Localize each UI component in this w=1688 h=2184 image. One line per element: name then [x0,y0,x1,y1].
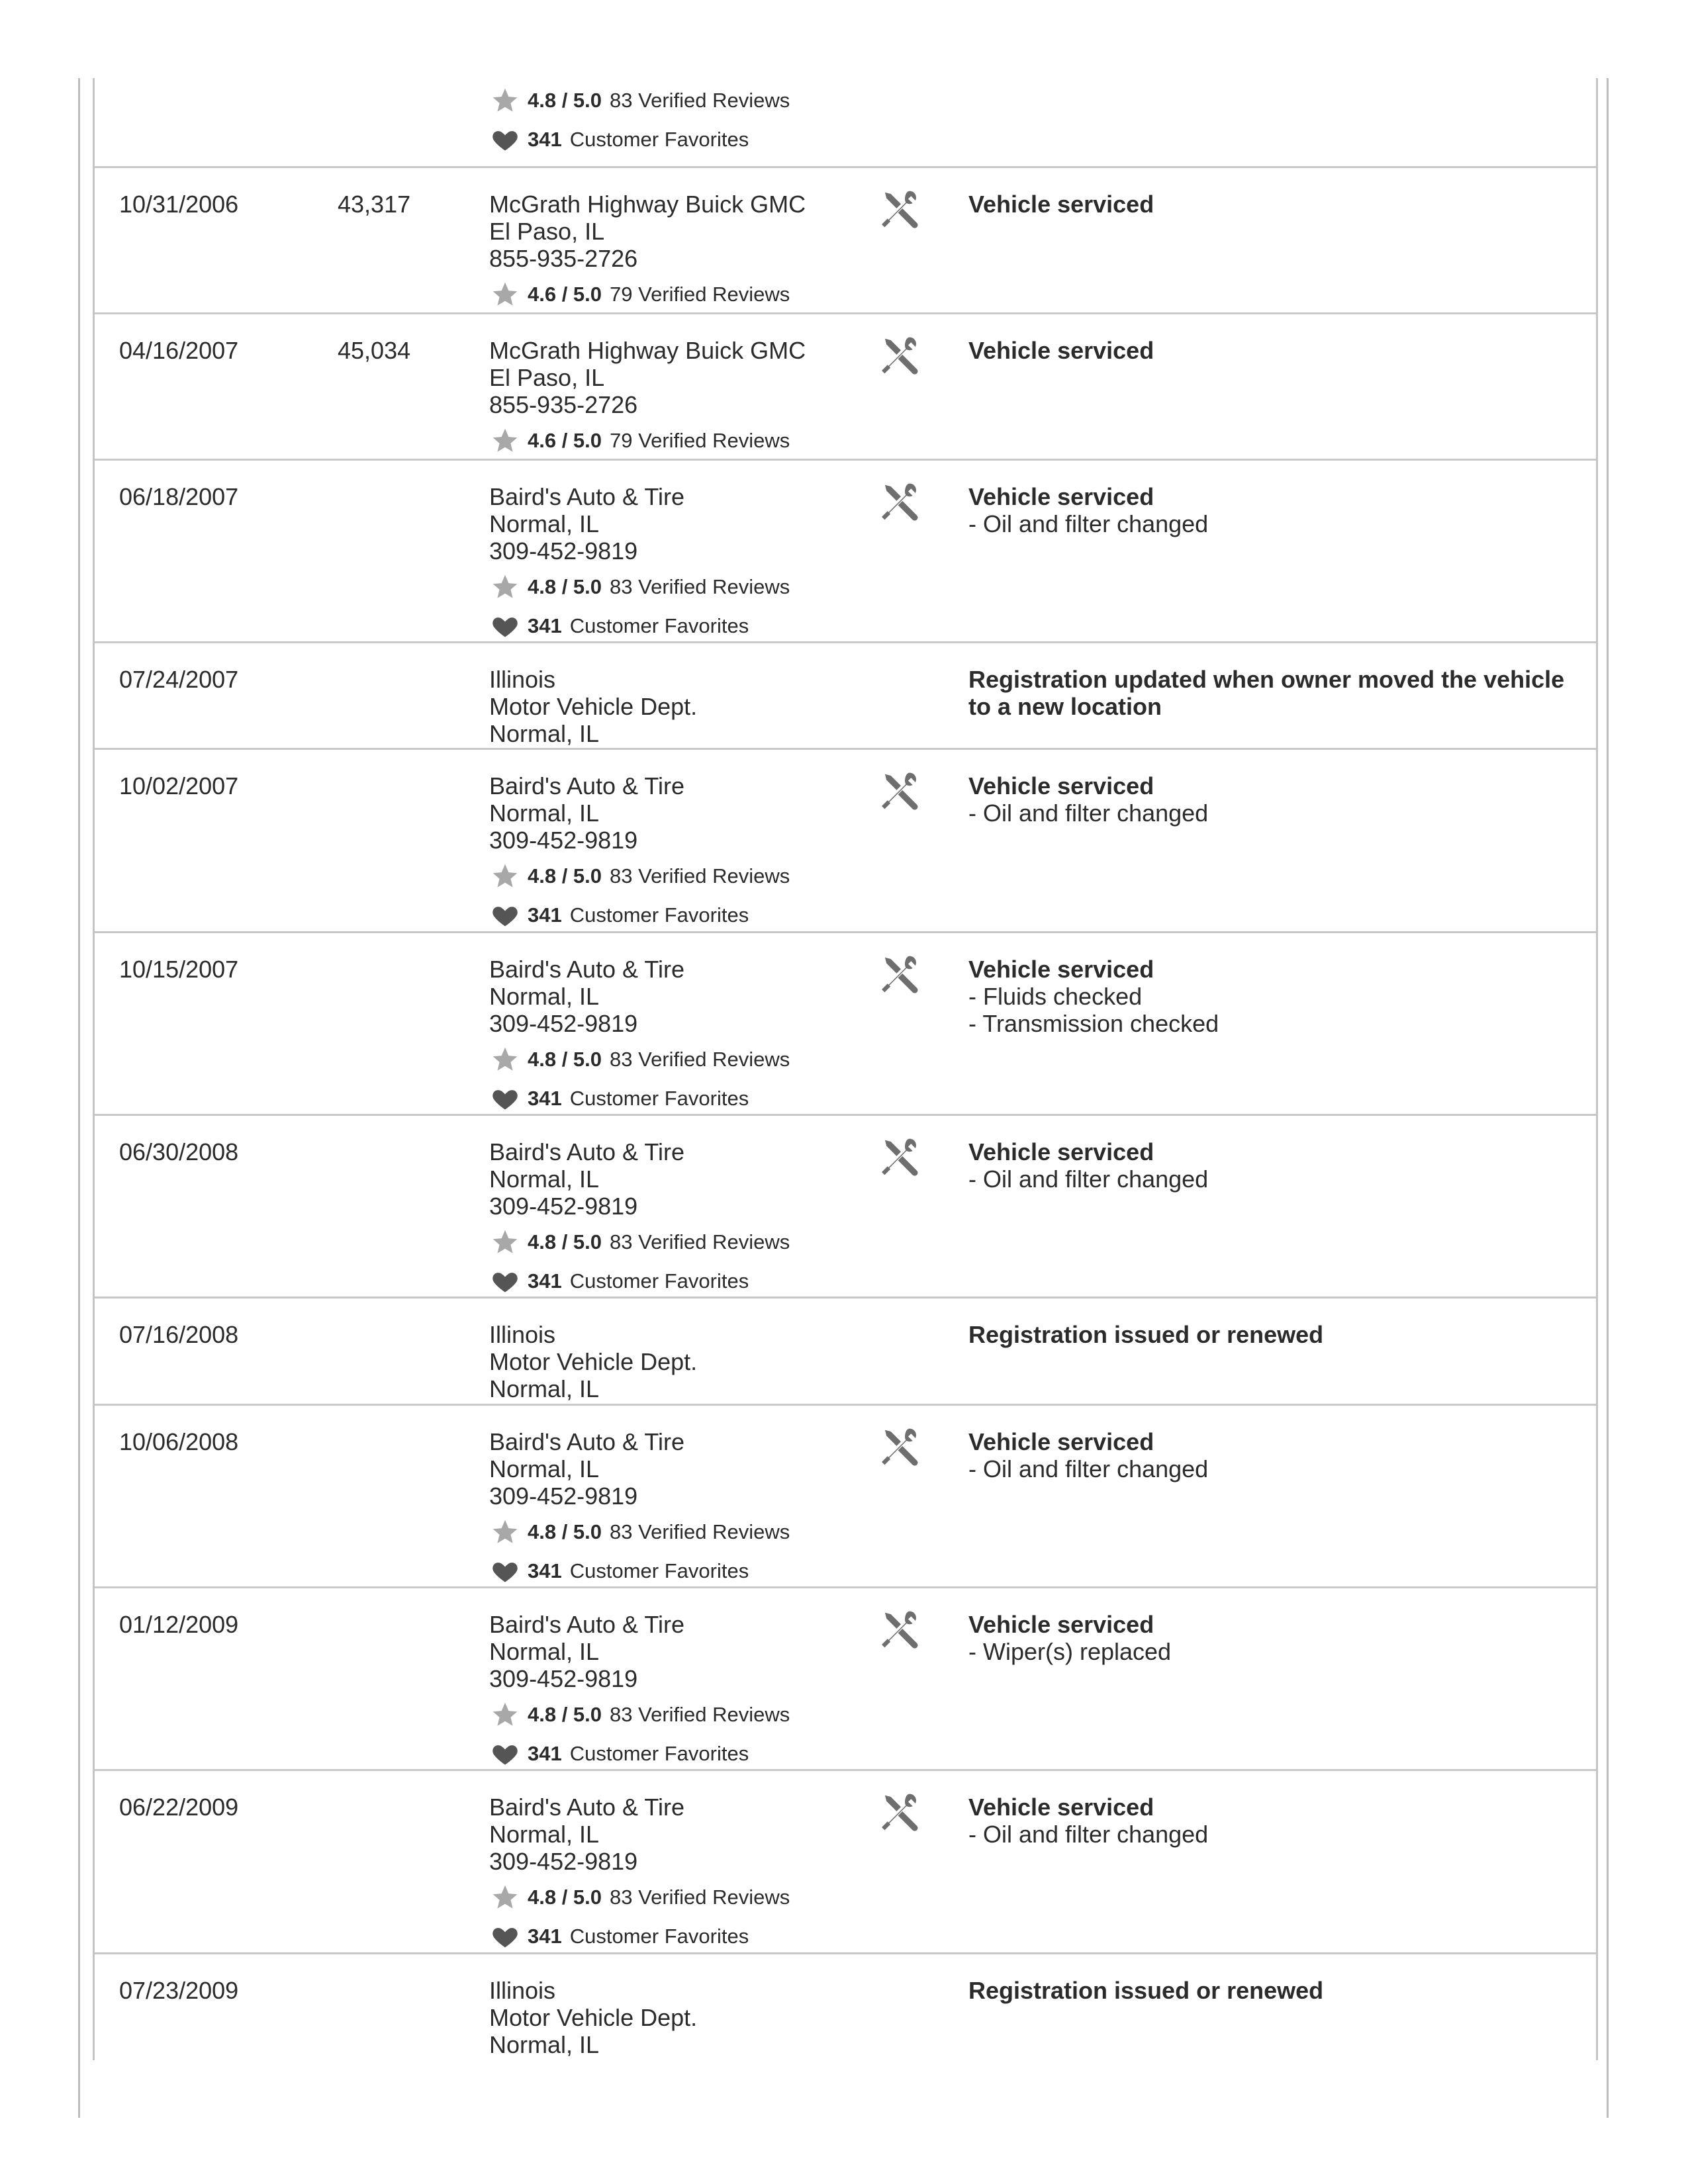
source-line: Normal, IL [489,2031,600,2058]
date-cell: 06/18/2007 [119,483,239,510]
favorites-line [489,612,790,641]
comments-cell [968,1321,1577,1348]
heart-icon [489,125,521,154]
comments-cell [968,956,1577,1037]
event-title: Vehicle serviced [968,337,1154,364]
favorites-label: Customer Favorites [569,1742,749,1765]
date-cell: 07/16/2008 [119,1321,239,1348]
event-title: Registration issued or renewed [968,1321,1324,1348]
source-line: McGrath Highway Buick GMC [489,337,806,364]
source-line: Normal, IL [489,983,600,1010]
source-line: Baird's Auto & Tire [489,1794,685,1821]
source-cell [489,1977,697,2058]
star-icon [489,1045,521,1074]
favorites-count: 341 [528,903,562,927]
source-line: 309-452-9819 [489,1482,638,1510]
comment-detail: - Oil and filter changed [968,1455,1209,1482]
heart-icon [489,1267,521,1296]
source-line: Illinois [489,1977,556,2004]
wrench-screwdriver-icon [878,1134,924,1181]
review-count: 83 Verified Reviews [610,1048,790,1071]
page-left-rule [78,78,80,2118]
source-line: Baird's Auto & Tire [489,1138,685,1165]
table-row [95,1954,1596,2060]
star-icon [489,1228,521,1257]
star-icon [489,1700,521,1729]
source-line: Baird's Auto & Tire [489,956,685,983]
favorites-label: Customer Favorites [569,1559,749,1582]
rating-value: 4.6 / 5.0 [528,429,602,452]
rating-value: 4.8 / 5.0 [528,1230,602,1253]
source-line: Baird's Auto & Tire [489,1428,685,1455]
rating-line [489,1228,790,1257]
star-icon [489,862,521,891]
favorites-line [489,1267,790,1296]
date-cell: 10/02/2007 [119,772,239,799]
event-title: Vehicle serviced [968,191,1154,218]
rating-value: 4.8 / 5.0 [528,1048,602,1071]
table-row [95,750,1596,933]
favorites-count: 341 [528,128,562,151]
heart-icon [489,612,521,641]
favorites-count: 341 [528,1087,562,1110]
source-line: Illinois [489,1321,556,1348]
favorites-label: Customer Favorites [569,903,749,927]
source-line: Normal, IL [489,720,600,747]
source-line: Baird's Auto & Tire [489,1611,685,1638]
event-title: Vehicle serviced [968,1611,1154,1638]
star-icon [489,86,521,115]
event-title: Vehicle serviced [968,956,1154,983]
source-line: Motor Vehicle Dept. [489,2004,698,2031]
rating-value: 4.8 / 5.0 [528,1703,602,1726]
source-cell [489,1611,790,1768]
review-count: 79 Verified Reviews [610,283,790,306]
rating-line [489,1700,790,1729]
source-line: McGrath Highway Buick GMC [489,191,806,218]
date-cell: 04/16/2007 [119,337,239,364]
source-line: 309-452-9819 [489,1010,638,1037]
favorites-label: Customer Favorites [569,614,749,637]
source-line: 309-452-9819 [489,1848,638,1875]
table-row [95,1116,1596,1298]
table-row [95,1588,1596,1771]
event-title: Registration updated when owner moved the vehicle to a new location [968,666,1565,720]
heart-icon [489,1922,521,1951]
wrench-screwdriver-icon [878,1607,924,1653]
favorites-label: Customer Favorites [569,1087,749,1110]
table-row-continued [95,78,1596,168]
comments-cell [968,1138,1577,1193]
source-line: Normal, IL [489,1638,600,1665]
star-icon [489,1518,521,1547]
table-row [95,933,1596,1116]
source-line: 855-935-2726 [489,245,638,272]
rating-value: 4.8 / 5.0 [528,1520,602,1543]
source-line: Normal, IL [489,1455,600,1482]
source-cell [489,483,790,641]
favorites-line [489,125,790,154]
source-cell [489,1138,790,1296]
date-cell: 06/30/2008 [119,1138,239,1165]
rating-value: 4.6 / 5.0 [528,283,602,306]
review-count: 83 Verified Reviews [610,89,790,112]
wrench-screwdriver-icon [878,187,924,233]
rating-value: 4.8 / 5.0 [528,575,602,598]
wrench-screwdriver-icon [878,1424,924,1471]
comment-detail: - Wiper(s) replaced [968,1638,1172,1665]
favorites-count: 341 [528,1925,562,1948]
wrench-screwdriver-icon [878,479,924,525]
source-line: Motor Vehicle Dept. [489,693,698,720]
rating-line [489,426,806,455]
source-line: El Paso, IL [489,364,605,391]
comments-cell [968,1977,1577,2004]
table-row [95,461,1596,643]
source-cell [489,772,790,930]
source-line: Baird's Auto & Tire [489,483,685,510]
rating-line [489,280,806,309]
event-title: Vehicle serviced [968,1794,1154,1821]
table-row [95,1406,1596,1588]
star-icon [489,572,521,602]
heart-icon [489,1739,521,1768]
review-count: 79 Verified Reviews [610,429,790,452]
favorites-count: 341 [528,614,562,637]
rating-value: 4.8 / 5.0 [528,864,602,887]
source-cell [489,191,806,309]
star-icon [489,280,521,309]
review-count: 83 Verified Reviews [610,1703,790,1726]
rating-line [489,862,790,891]
source-line: 309-452-9819 [489,1665,638,1692]
comments-cell [968,337,1577,364]
favorites-line [489,1922,790,1951]
review-count: 83 Verified Reviews [610,864,790,887]
source-line: 309-452-9819 [489,537,638,565]
date-cell: 06/22/2009 [119,1794,239,1821]
comments-cell [968,1611,1577,1665]
comments-cell [968,1794,1577,1848]
date-cell: 10/31/2006 [119,191,239,218]
comments-cell [968,772,1577,827]
source-cell [489,956,790,1113]
rating-line [489,1518,790,1547]
source-line: Normal, IL [489,1165,600,1193]
favorites-count: 341 [528,1742,562,1765]
comment-detail: - Oil and filter changed [968,799,1209,827]
source-cell [489,666,697,747]
event-title: Vehicle serviced [968,772,1154,799]
rating-value: 4.8 / 5.0 [528,89,602,112]
heart-icon [489,1084,521,1113]
date-cell: 07/23/2009 [119,1977,239,2004]
favorites-line [489,1084,790,1113]
comments-cell [968,1428,1577,1482]
review-count: 83 Verified Reviews [610,1886,790,1909]
table-row [95,1771,1596,1954]
event-title: Vehicle serviced [968,1138,1154,1165]
favorites-label: Customer Favorites [569,1269,749,1293]
wrench-screwdriver-icon [878,1790,924,1836]
wrench-screwdriver-icon [878,952,924,998]
review-count: 83 Verified Reviews [610,1520,790,1543]
date-cell: 10/15/2007 [119,956,239,983]
favorites-line [489,1739,790,1768]
date-cell: 07/24/2007 [119,666,239,693]
source-line: Normal, IL [489,510,600,537]
star-icon [489,1883,521,1912]
rating-line [489,572,790,602]
event-title: Registration issued or renewed [968,1977,1324,2004]
source-line: 309-452-9819 [489,827,638,854]
review-count: 83 Verified Reviews [610,1230,790,1253]
wrench-screwdriver-icon [878,768,924,815]
source-line: Normal, IL [489,799,600,827]
source-line: 855-935-2726 [489,391,638,418]
comment-detail: - Transmission checked [968,1010,1219,1037]
comments-cell [968,483,1577,537]
rating-line [489,1045,790,1074]
review-count: 83 Verified Reviews [610,575,790,598]
source-cell [489,1321,697,1402]
date-cell: 10/06/2008 [119,1428,239,1455]
source-cell [489,337,806,455]
source-cell [489,1794,790,1951]
source-cell [489,78,790,154]
table-row [95,1298,1596,1406]
comment-detail: - Fluids checked [968,983,1143,1010]
table-row [95,168,1596,314]
source-line: Baird's Auto & Tire [489,772,685,799]
comments-cell [968,666,1577,720]
favorites-line [489,1557,790,1586]
event-title: Vehicle serviced [968,1428,1154,1455]
source-line: Normal, IL [489,1375,600,1402]
odometer-cell: 43,317 [338,191,411,218]
favorites-label: Customer Favorites [569,1925,749,1948]
table-row [95,643,1596,750]
heart-icon [489,901,521,930]
comment-detail: - Oil and filter changed [968,1165,1209,1193]
favorites-label: Customer Favorites [569,128,749,151]
date-cell: 01/12/2009 [119,1611,239,1638]
source-line: Normal, IL [489,1821,600,1848]
source-line: El Paso, IL [489,218,605,245]
source-cell [489,1428,790,1586]
rating-line [489,1883,790,1912]
event-title: Vehicle serviced [968,483,1154,510]
favorites-count: 341 [528,1559,562,1582]
source-line: Illinois [489,666,556,693]
source-line: Motor Vehicle Dept. [489,1348,698,1375]
star-icon [489,426,521,455]
wrench-screwdriver-icon [878,333,924,379]
page-right-rule [1607,78,1609,2118]
table-row [95,314,1596,461]
odometer-cell: 45,034 [338,337,411,364]
vehicle-history-table [93,78,1598,2060]
source-line: 309-452-9819 [489,1193,638,1220]
favorites-line [489,901,790,930]
comment-detail: - Oil and filter changed [968,510,1209,537]
heart-icon [489,1557,521,1586]
comment-detail: - Oil and filter changed [968,1821,1209,1848]
favorites-count: 341 [528,1269,562,1293]
comments-cell [968,191,1577,218]
rating-line [489,86,790,115]
rating-value: 4.8 / 5.0 [528,1886,602,1909]
